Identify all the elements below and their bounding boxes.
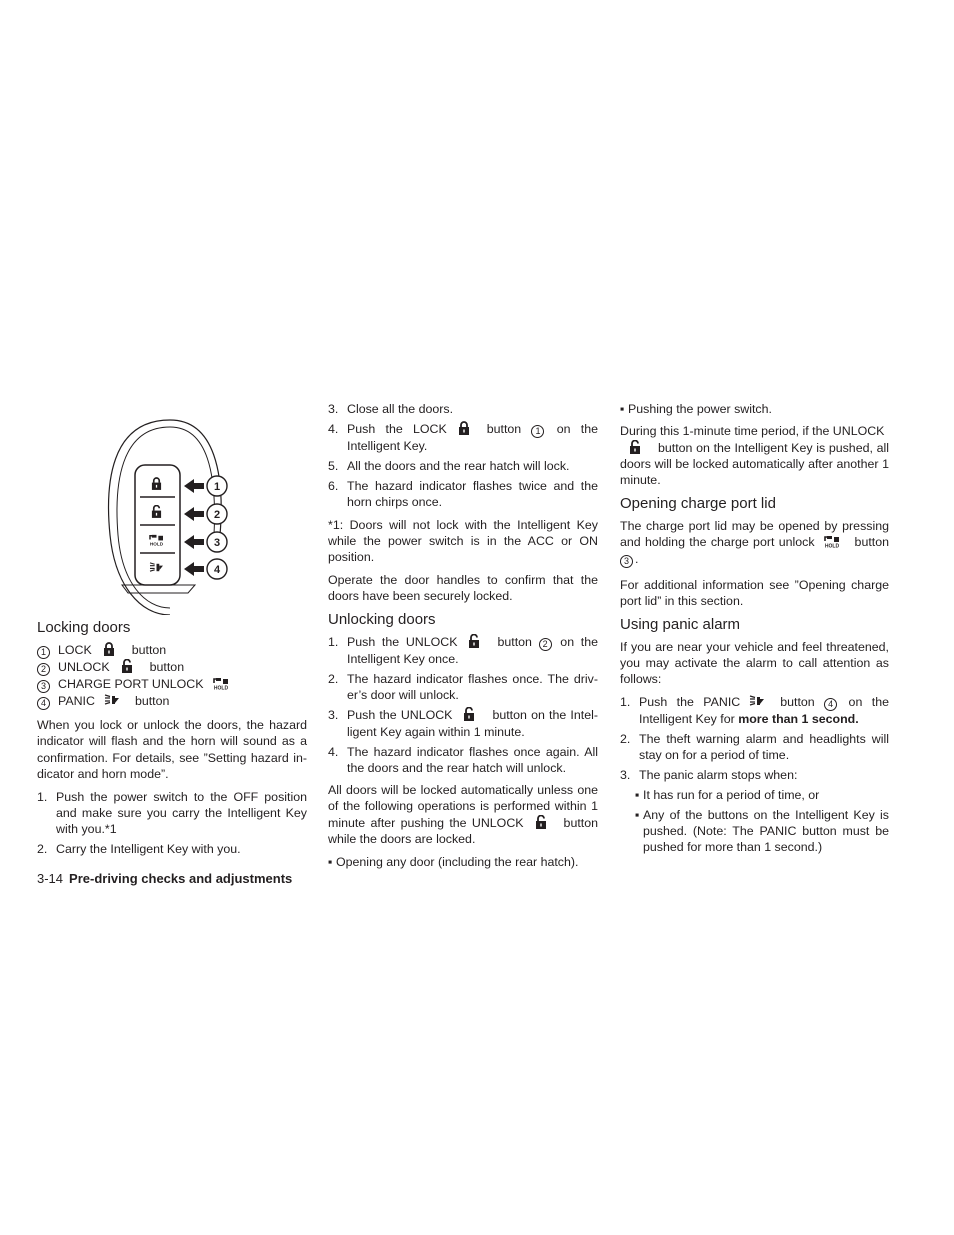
- step: 3. Push the UNLOCK button on the Intel-ligent Key again within 1 minute.: [328, 708, 598, 739]
- step: 4. Push the LOCK button 1 on the Intelligent Key.: [328, 421, 598, 453]
- unlock-icon: [532, 815, 550, 829]
- hazard-paragraph: When you lock or unlock the doors, the hazard indicator will flash and the horn will sound as a confirmation. For details, see ”Setting hazard in-dicator and horn mode”.: [37, 718, 307, 781]
- callout-4: 4: [213, 564, 221, 576]
- section-title: Pre-driving checks and adjustments: [69, 871, 293, 886]
- more-info-paragraph: For additional information see ”Opening charge port lid” in this section.: [620, 577, 889, 608]
- column-1: [37, 619, 307, 861]
- unlock-icon: [626, 440, 644, 454]
- arrow-1: [184, 479, 204, 493]
- step: 2. The hazard indicator flashes once. The driv-er’s door will unlock.: [328, 672, 598, 703]
- panic-icon: [150, 563, 163, 571]
- key-item-unlock: 2 UNLOCK button: [37, 659, 307, 676]
- unlock-icon: [152, 506, 161, 518]
- intelligent-key-illustration: [100, 415, 240, 615]
- charge-paragraph: The charge port lid may be opened by pressing and holding the charge port unlock button 3 .: [620, 518, 889, 566]
- sub-bullet: ▪ It has run for a period of time, or: [635, 788, 820, 803]
- arrow-2: [184, 507, 204, 521]
- sub-bullet: ▪ Any of the buttons on the Intelligent Key is pushed. (Note: The PANIC button must be pushed for more than 1 second.): [635, 807, 889, 855]
- lock-icon: [152, 478, 161, 490]
- bullet-item: ▪ Opening any door (including the rear hatch).: [328, 854, 579, 869]
- lock-icon: [455, 421, 473, 435]
- column-3: [620, 401, 889, 859]
- lock-icon: [100, 642, 118, 656]
- page-number: 3-14: [37, 871, 64, 886]
- unlock-icon: [465, 634, 483, 648]
- unlock-icon: [460, 707, 478, 721]
- key-item-charge-port: 3 CHARGE PORT UNLOCK: [37, 676, 307, 693]
- key-item-panic: 4 PANIC button: [37, 693, 307, 710]
- charge-port-hold-icon: [150, 535, 164, 547]
- heading-opening-charge-port-lid: Opening charge port lid: [620, 494, 776, 512]
- charge-port-hold-icon: [212, 676, 230, 690]
- heading-locking-doors: Locking doors: [37, 619, 131, 636]
- key-button-list: [37, 642, 307, 710]
- column-2: [328, 401, 598, 873]
- callout-1: 1: [213, 481, 221, 493]
- key-item-lock: 1 LOCK button: [37, 642, 307, 659]
- arrow-3: [184, 535, 204, 549]
- step: 6. The hazard indicator flashes twice and the horn chirps once.: [328, 478, 598, 510]
- step: 1. Push the PANIC button 4 on the Intelligent Key for more than 1 second.: [620, 695, 889, 727]
- charge-port-hold-icon: [823, 534, 841, 548]
- step: 1. Push the UNLOCK button 2 on the Intelligent Key once.: [328, 635, 598, 667]
- operate-paragraph: Operate the door handles to confirm that the doors have been securely locked.: [328, 572, 598, 604]
- step: 2. Carry the Intelligent Key with you.: [37, 842, 241, 857]
- callout-2: 2: [213, 509, 221, 521]
- step: 3. Close all the doors.: [328, 402, 454, 416]
- bullet-item: ▪ Pushing the power switch.: [620, 402, 772, 416]
- callout-3: 3: [213, 537, 221, 549]
- step: 2. The theft warning alarm and headlights will stay on for a period of time.: [620, 732, 889, 763]
- footnote: *1: Doors will not lock with the Intelligent Key while the power switch is in the ACC or ON position.: [328, 517, 598, 565]
- step: 5. All the doors and the rear hatch will lock.: [328, 458, 570, 473]
- heading-using-panic-alarm: Using panic alarm: [620, 615, 741, 633]
- panic-paragraph: If you are near your vehicle and feel threatened, you may activate the alarm to call attention as follows:: [620, 639, 889, 687]
- step: 4. The hazard indicator flashes once again. All the doors and the rear hatch will unlock.: [328, 744, 598, 775]
- step: 1. Push the power switch to the OFF position and make sure you carry the Intelligent Key with you.*1: [37, 789, 307, 837]
- panic-icon: [103, 693, 121, 707]
- during-paragraph: During this 1-minute time period, if the UNLOCK button on the Intelligent Key is pushed, all doors will be locked automatically after another 1 minute.: [620, 424, 889, 488]
- arrow-4: [184, 562, 204, 576]
- page-footer: [37, 871, 292, 887]
- auto-lock-paragraph: All doors will be locked automatically unless one of the following operations is performed within 1 minute after pushing the UNLOCK button while the doors are locked.: [328, 783, 598, 847]
- panic-icon: [748, 694, 766, 708]
- step: 3. The panic alarm stops when:: [620, 768, 798, 783]
- heading-unlocking-doors: Unlocking doors: [328, 611, 436, 629]
- unlock-icon: [118, 659, 136, 673]
